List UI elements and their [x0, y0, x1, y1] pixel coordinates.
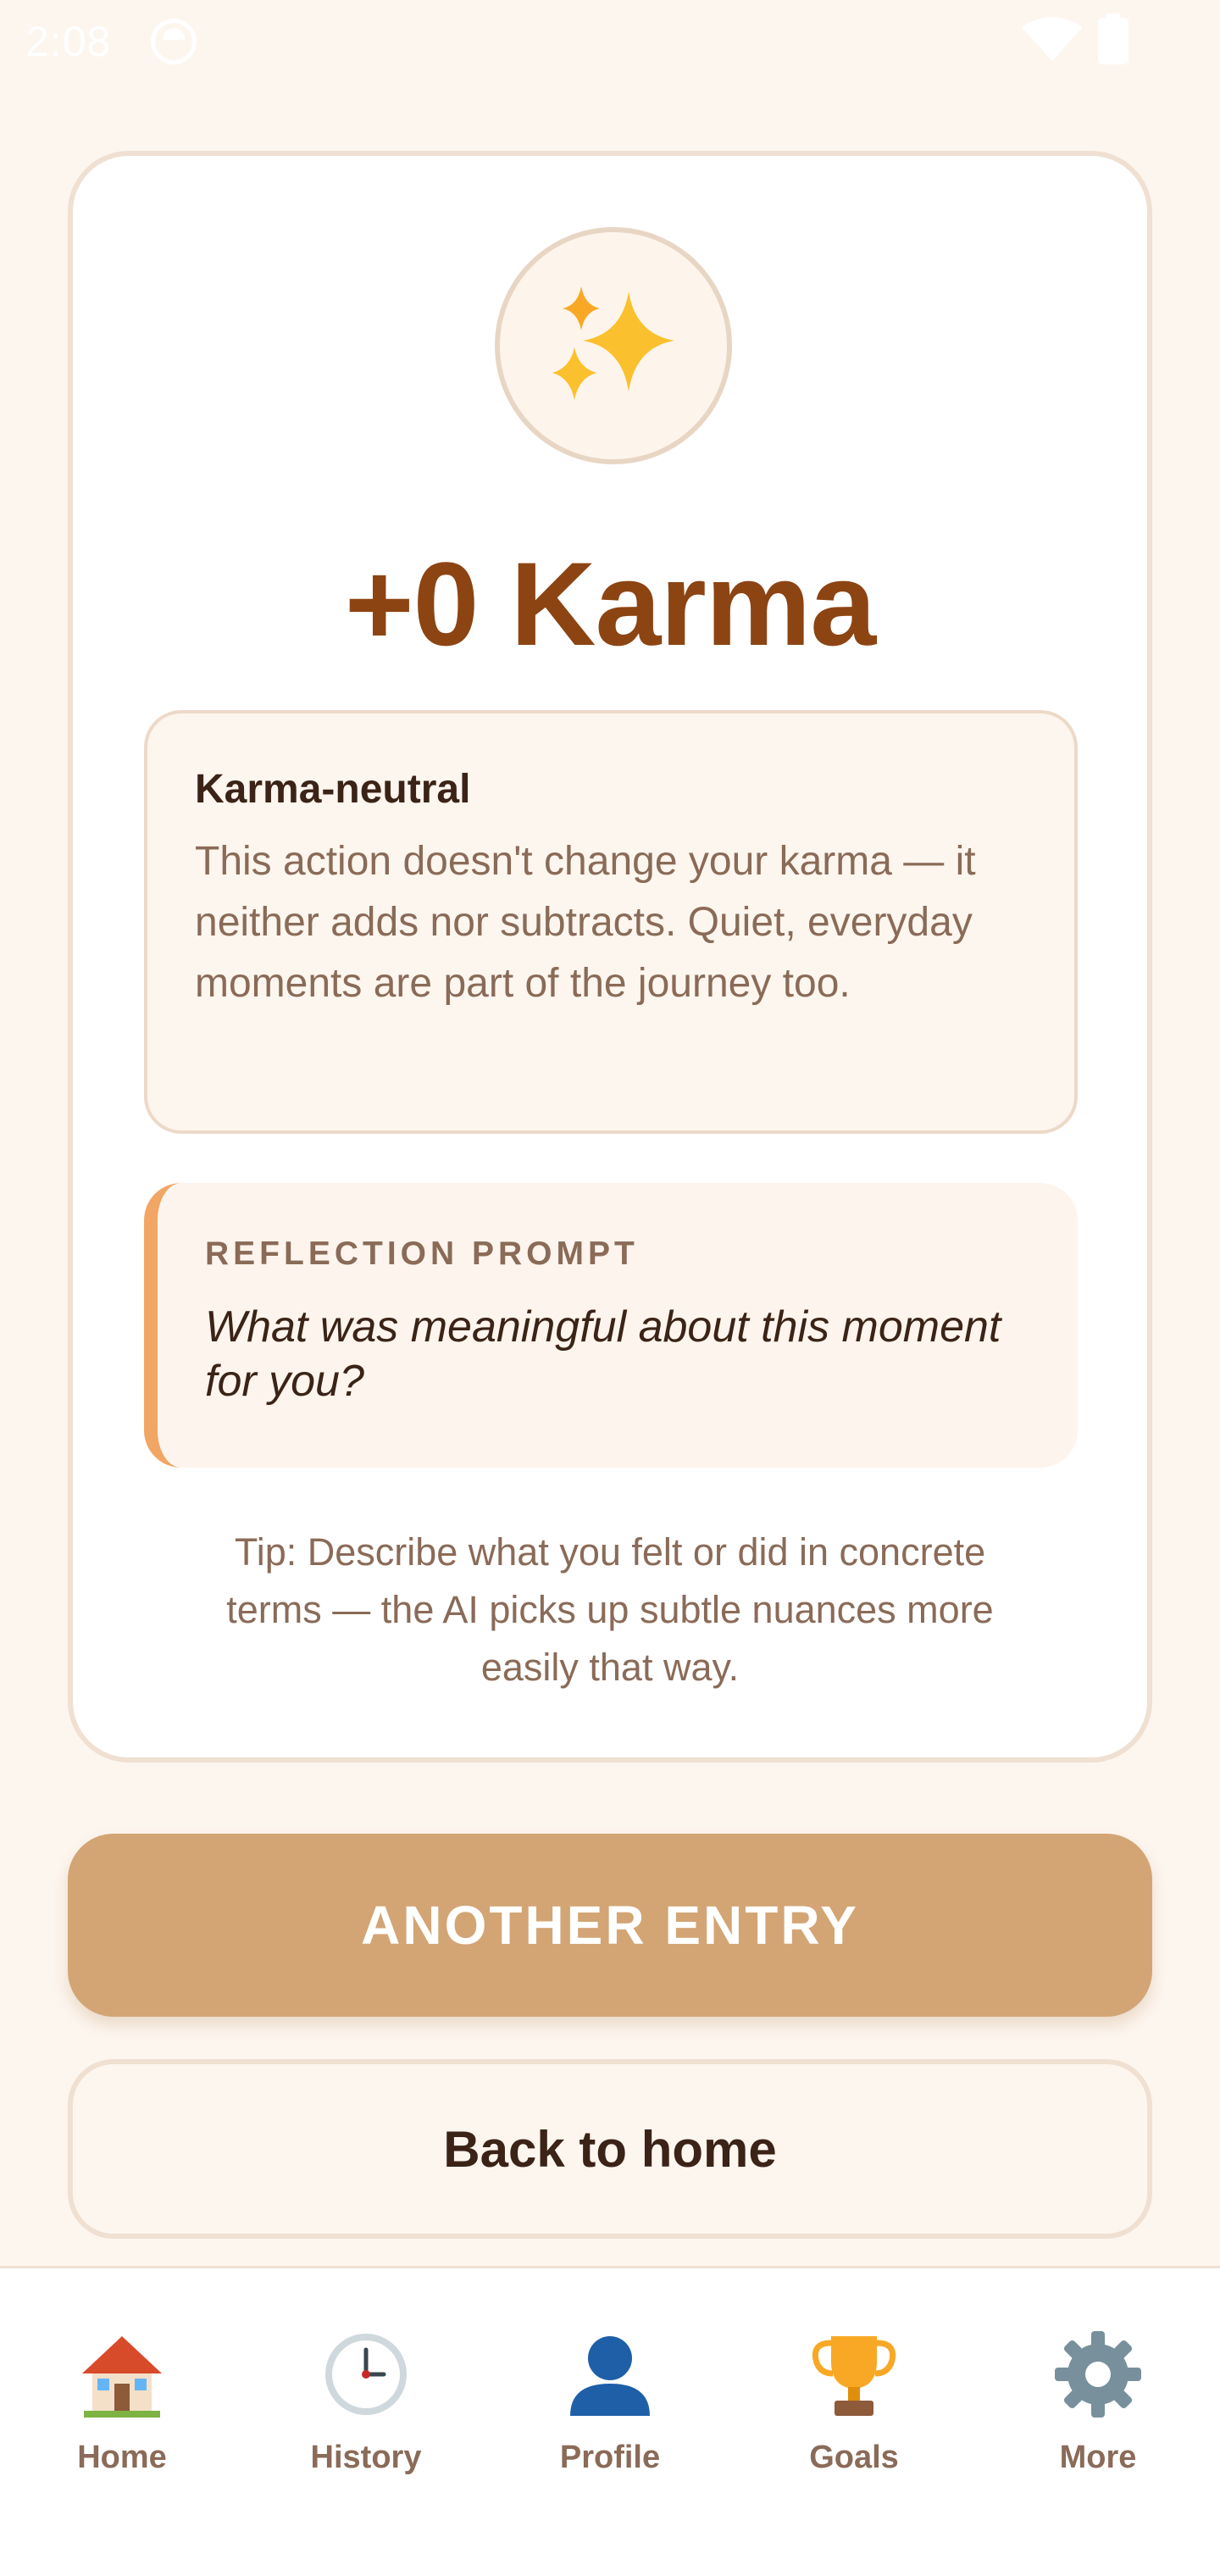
nav-item-profile[interactable] [488, 2328, 732, 2514]
status-bar [0, 0, 1220, 81]
emoji-badge [495, 227, 732, 464]
status-notification-icon [151, 19, 197, 64]
nav-item-home[interactable] [0, 2328, 244, 2514]
reflection-prompt-box [144, 1183, 1078, 1468]
another-entry-button[interactable]: ANOTHER ENTRY [68, 1834, 1152, 2017]
info-title: Karma-neutral [195, 767, 471, 812]
reflection-label: REFLECTION PROMPT [205, 1235, 639, 1272]
nav-label-profile: Profile [559, 2440, 661, 2475]
back-to-home-button[interactable]: Back to home [68, 2059, 1152, 2239]
nav-label-more: More [1059, 2440, 1137, 2475]
status-time: 2:08 [25, 18, 112, 65]
bottom-nav [0, 2266, 1220, 2576]
tip-text: Tip: Describe what you felt or did in concrete terms — the AI picks up subtle nuances more easily that way. [226, 1530, 994, 1689]
nav-label-history: History [310, 2440, 422, 2475]
info-body: This action doesn't change your karma — it neither adds nor subtracts. Quiet, everyday moments are part of the journey too. [195, 839, 976, 1006]
karma-score-title: +0 Karma [344, 537, 876, 670]
trophy-icon [807, 2328, 901, 2421]
wifi-icon [1020, 15, 1084, 63]
nav-label-goals: Goals [809, 2440, 899, 2475]
gear-icon [1051, 2328, 1145, 2421]
karma-info-box [144, 710, 1078, 1134]
nav-item-more[interactable] [976, 2328, 1220, 2514]
nav-item-goals[interactable] [732, 2328, 976, 2514]
person-icon [563, 2328, 657, 2421]
nav-item-history[interactable] [244, 2328, 488, 2514]
sparkles-icon [541, 273, 686, 419]
reflection-prompt-text: What was meaningful about this moment for you? [205, 1302, 1001, 1406]
result-card [68, 151, 1152, 1763]
nav-label-home: Home [77, 2440, 167, 2475]
battery-icon [1098, 14, 1128, 64]
clock-icon [319, 2328, 413, 2421]
house-icon [75, 2328, 169, 2421]
